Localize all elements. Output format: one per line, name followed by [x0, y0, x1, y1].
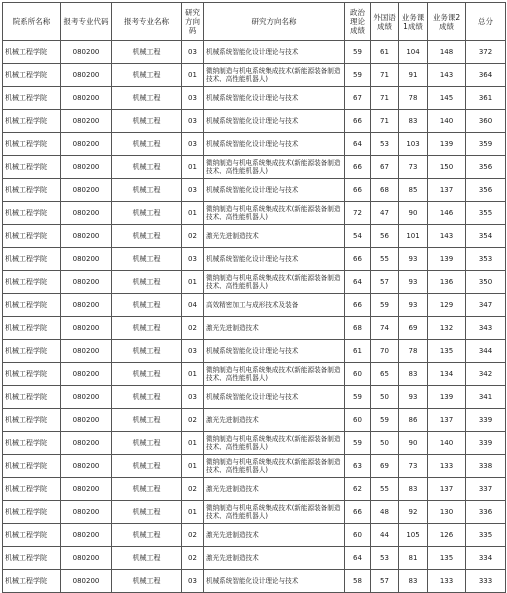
cell-major-name: 机械工程 — [112, 340, 182, 363]
cell-total: 342 — [466, 363, 506, 386]
cell-total: 356 — [466, 156, 506, 179]
cell-language: 69 — [371, 455, 399, 478]
cell-language: 48 — [371, 501, 399, 524]
cell-course1: 69 — [399, 317, 428, 340]
cell-direction-code: 02 — [182, 225, 204, 248]
cell-major-name: 机械工程 — [112, 225, 182, 248]
cell-direction-code: 01 — [182, 432, 204, 455]
cell-course1: 83 — [399, 363, 428, 386]
cell-major-code: 080200 — [61, 501, 112, 524]
cell-direction-name: 机械系统智能化设计理论与技术 — [204, 386, 345, 409]
cell-course1: 83 — [399, 570, 428, 593]
table-row — [3, 248, 506, 271]
table-row — [3, 363, 506, 386]
cell-dept: 机械工程学院 — [3, 317, 61, 340]
cell-total: 339 — [466, 409, 506, 432]
cell-major-name: 机械工程 — [112, 202, 182, 225]
cell-politics: 60 — [345, 524, 371, 547]
cell-course1: 83 — [399, 110, 428, 133]
cell-course1: 93 — [399, 294, 428, 317]
cell-total: 338 — [466, 455, 506, 478]
cell-course2: 137 — [428, 179, 466, 202]
table-row — [3, 41, 506, 64]
table-body — [3, 41, 506, 593]
cell-language: 47 — [371, 202, 399, 225]
cell-total: 333 — [466, 570, 506, 593]
cell-major-code: 080200 — [61, 317, 112, 340]
cell-direction-name: 机械系统智能化设计理论与技术 — [204, 570, 345, 593]
header-course1: 业务课1成绩 — [399, 3, 428, 41]
cell-dept: 机械工程学院 — [3, 501, 61, 524]
cell-direction-name: 高效精密加工与成形技术及装备 — [204, 294, 345, 317]
cell-course2: 145 — [428, 87, 466, 110]
cell-major-code: 080200 — [61, 179, 112, 202]
table-row — [3, 340, 506, 363]
cell-dept: 机械工程学院 — [3, 225, 61, 248]
cell-politics: 66 — [345, 501, 371, 524]
cell-dept: 机械工程学院 — [3, 455, 61, 478]
cell-direction-code: 03 — [182, 570, 204, 593]
cell-course2: 137 — [428, 478, 466, 501]
cell-course1: 73 — [399, 455, 428, 478]
cell-language: 70 — [371, 340, 399, 363]
cell-direction-name: 机械系统智能化设计理论与技术 — [204, 179, 345, 202]
cell-major-name: 机械工程 — [112, 133, 182, 156]
cell-dept: 机械工程学院 — [3, 110, 61, 133]
cell-politics: 64 — [345, 133, 371, 156]
cell-dept: 机械工程学院 — [3, 179, 61, 202]
table-row — [3, 409, 506, 432]
cell-course1: 91 — [399, 64, 428, 87]
cell-dept: 机械工程学院 — [3, 386, 61, 409]
cell-politics: 66 — [345, 248, 371, 271]
cell-major-code: 080200 — [61, 570, 112, 593]
cell-language: 53 — [371, 547, 399, 570]
cell-major-name: 机械工程 — [112, 386, 182, 409]
cell-total: 364 — [466, 64, 506, 87]
cell-dept: 机械工程学院 — [3, 294, 61, 317]
cell-course2: 137 — [428, 409, 466, 432]
cell-direction-code: 03 — [182, 248, 204, 271]
cell-language: 50 — [371, 432, 399, 455]
cell-direction-code: 03 — [182, 340, 204, 363]
table-row — [3, 455, 506, 478]
cell-politics: 72 — [345, 202, 371, 225]
cell-total: 359 — [466, 133, 506, 156]
cell-politics: 66 — [345, 294, 371, 317]
cell-direction-code: 03 — [182, 110, 204, 133]
cell-direction-code: 01 — [182, 455, 204, 478]
cell-dept: 机械工程学院 — [3, 64, 61, 87]
cell-course1: 90 — [399, 432, 428, 455]
cell-course2: 135 — [428, 340, 466, 363]
table-row — [3, 547, 506, 570]
cell-direction-name: 微纳制造与机电系统集成技术(新能源装备制造技术、高性能机器人) — [204, 156, 345, 179]
cell-major-name: 机械工程 — [112, 271, 182, 294]
cell-course1: 85 — [399, 179, 428, 202]
cell-total: 335 — [466, 524, 506, 547]
cell-politics: 59 — [345, 432, 371, 455]
cell-total: 360 — [466, 110, 506, 133]
cell-direction-name: 机械系统智能化设计理论与技术 — [204, 87, 345, 110]
cell-major-code: 080200 — [61, 225, 112, 248]
cell-dept: 机械工程学院 — [3, 478, 61, 501]
cell-direction-name: 激光先进制造技术 — [204, 547, 345, 570]
cell-major-name: 机械工程 — [112, 432, 182, 455]
cell-course1: 90 — [399, 202, 428, 225]
table-row — [3, 133, 506, 156]
cell-course1: 86 — [399, 409, 428, 432]
cell-politics: 59 — [345, 64, 371, 87]
cell-total: 361 — [466, 87, 506, 110]
cell-major-code: 080200 — [61, 133, 112, 156]
cell-language: 71 — [371, 64, 399, 87]
header-politics: 政治理论成绩 — [345, 3, 371, 41]
cell-major-code: 080200 — [61, 202, 112, 225]
cell-direction-code: 02 — [182, 317, 204, 340]
cell-major-name: 机械工程 — [112, 317, 182, 340]
cell-language: 65 — [371, 363, 399, 386]
cell-language: 56 — [371, 225, 399, 248]
cell-direction-name: 激光先进制造技术 — [204, 409, 345, 432]
cell-total: 353 — [466, 248, 506, 271]
cell-politics: 66 — [345, 110, 371, 133]
cell-course1: 93 — [399, 386, 428, 409]
cell-language: 59 — [371, 294, 399, 317]
cell-dept: 机械工程学院 — [3, 570, 61, 593]
cell-direction-name: 机械系统智能化设计理论与技术 — [204, 248, 345, 271]
cell-dept: 机械工程学院 — [3, 87, 61, 110]
cell-direction-code: 01 — [182, 501, 204, 524]
cell-direction-code: 02 — [182, 478, 204, 501]
cell-course1: 101 — [399, 225, 428, 248]
cell-major-name: 机械工程 — [112, 455, 182, 478]
cell-language: 57 — [371, 271, 399, 294]
cell-politics: 60 — [345, 363, 371, 386]
cell-direction-code: 01 — [182, 64, 204, 87]
cell-course2: 134 — [428, 363, 466, 386]
cell-direction-name: 微纳制造与机电系统集成技术(新能源装备制造技术、高性能机器人) — [204, 432, 345, 455]
cell-politics: 60 — [345, 409, 371, 432]
cell-major-code: 080200 — [61, 524, 112, 547]
cell-course2: 148 — [428, 41, 466, 64]
table-row — [3, 179, 506, 202]
table-row — [3, 271, 506, 294]
cell-direction-name: 微纳制造与机电系统集成技术(新能源装备制造技术、高性能机器人) — [204, 455, 345, 478]
cell-course1: 93 — [399, 248, 428, 271]
cell-course2: 133 — [428, 570, 466, 593]
cell-direction-name: 机械系统智能化设计理论与技术 — [204, 340, 345, 363]
table-row — [3, 87, 506, 110]
cell-dept: 机械工程学院 — [3, 271, 61, 294]
cell-direction-code: 03 — [182, 41, 204, 64]
cell-major-code: 080200 — [61, 110, 112, 133]
cell-course2: 140 — [428, 110, 466, 133]
cell-direction-name: 微纳制造与机电系统集成技术(新能源装备制造技术、高性能机器人) — [204, 64, 345, 87]
header-row — [3, 3, 506, 41]
cell-course2: 135 — [428, 547, 466, 570]
cell-course2: 132 — [428, 317, 466, 340]
cell-direction-name: 微纳制造与机电系统集成技术(新能源装备制造技术、高性能机器人) — [204, 202, 345, 225]
cell-politics: 61 — [345, 340, 371, 363]
cell-course2: 143 — [428, 225, 466, 248]
table-row — [3, 225, 506, 248]
cell-politics: 68 — [345, 317, 371, 340]
cell-total: 341 — [466, 386, 506, 409]
cell-language: 61 — [371, 41, 399, 64]
cell-direction-code: 01 — [182, 156, 204, 179]
table-row — [3, 524, 506, 547]
cell-dept: 机械工程学院 — [3, 41, 61, 64]
cell-direction-name: 机械系统智能化设计理论与技术 — [204, 41, 345, 64]
cell-major-name: 机械工程 — [112, 110, 182, 133]
cell-major-code: 080200 — [61, 271, 112, 294]
cell-dept: 机械工程学院 — [3, 340, 61, 363]
cell-course1: 104 — [399, 41, 428, 64]
cell-politics: 64 — [345, 271, 371, 294]
cell-course1: 73 — [399, 156, 428, 179]
header-total: 总分 — [466, 3, 506, 41]
table-row — [3, 478, 506, 501]
cell-dept: 机械工程学院 — [3, 432, 61, 455]
cell-politics: 63 — [345, 455, 371, 478]
cell-politics: 66 — [345, 156, 371, 179]
cell-total: 339 — [466, 432, 506, 455]
header-direction-name: 研究方向名称 — [204, 3, 345, 41]
cell-language: 53 — [371, 133, 399, 156]
cell-course2: 136 — [428, 271, 466, 294]
cell-major-code: 080200 — [61, 248, 112, 271]
cell-major-code: 080200 — [61, 363, 112, 386]
cell-direction-name: 机械系统智能化设计理论与技术 — [204, 133, 345, 156]
cell-course1: 105 — [399, 524, 428, 547]
table-row — [3, 570, 506, 593]
cell-politics: 62 — [345, 478, 371, 501]
header-major-name: 报考专业名称 — [112, 3, 182, 41]
cell-major-code: 080200 — [61, 432, 112, 455]
cell-major-name: 机械工程 — [112, 524, 182, 547]
cell-politics: 67 — [345, 87, 371, 110]
cell-dept: 机械工程学院 — [3, 524, 61, 547]
cell-direction-code: 03 — [182, 133, 204, 156]
cell-total: 334 — [466, 547, 506, 570]
cell-course1: 93 — [399, 271, 428, 294]
cell-direction-name: 激光先进制造技术 — [204, 524, 345, 547]
cell-direction-code: 04 — [182, 294, 204, 317]
cell-course1: 103 — [399, 133, 428, 156]
cell-politics: 58 — [345, 570, 371, 593]
table-row — [3, 317, 506, 340]
table-row — [3, 432, 506, 455]
cell-major-code: 080200 — [61, 340, 112, 363]
cell-dept: 机械工程学院 — [3, 133, 61, 156]
cell-course1: 78 — [399, 87, 428, 110]
cell-course1: 92 — [399, 501, 428, 524]
cell-direction-code: 02 — [182, 409, 204, 432]
cell-direction-code: 02 — [182, 547, 204, 570]
cell-total: 356 — [466, 179, 506, 202]
cell-course2: 126 — [428, 524, 466, 547]
cell-major-name: 机械工程 — [112, 363, 182, 386]
cell-major-name: 机械工程 — [112, 156, 182, 179]
table-row — [3, 110, 506, 133]
cell-direction-code: 03 — [182, 386, 204, 409]
table-row — [3, 64, 506, 87]
cell-total: 350 — [466, 271, 506, 294]
table-row — [3, 294, 506, 317]
cell-major-name: 机械工程 — [112, 570, 182, 593]
header-course2: 业务课2成绩 — [428, 3, 466, 41]
cell-language: 44 — [371, 524, 399, 547]
cell-language: 68 — [371, 179, 399, 202]
cell-total: 372 — [466, 41, 506, 64]
cell-course2: 139 — [428, 248, 466, 271]
cell-language: 50 — [371, 386, 399, 409]
table-row — [3, 202, 506, 225]
cell-major-code: 080200 — [61, 386, 112, 409]
cell-total: 336 — [466, 501, 506, 524]
cell-major-code: 080200 — [61, 409, 112, 432]
cell-major-code: 080200 — [61, 294, 112, 317]
cell-direction-code: 01 — [182, 363, 204, 386]
cell-major-name: 机械工程 — [112, 41, 182, 64]
cell-total: 344 — [466, 340, 506, 363]
cell-direction-name: 激光先进制造技术 — [204, 317, 345, 340]
header-language: 外国语成绩 — [371, 3, 399, 41]
cell-major-name: 机械工程 — [112, 294, 182, 317]
cell-direction-name: 微纳制造与机电系统集成技术(新能源装备制造技术、高性能机器人) — [204, 363, 345, 386]
cell-major-code: 080200 — [61, 156, 112, 179]
table-row — [3, 156, 506, 179]
cell-dept: 机械工程学院 — [3, 156, 61, 179]
cell-direction-code: 03 — [182, 87, 204, 110]
cell-course2: 129 — [428, 294, 466, 317]
cell-direction-code: 01 — [182, 202, 204, 225]
cell-language: 59 — [371, 409, 399, 432]
cell-language: 67 — [371, 156, 399, 179]
cell-language: 71 — [371, 110, 399, 133]
table-row — [3, 501, 506, 524]
cell-total: 337 — [466, 478, 506, 501]
cell-major-code: 080200 — [61, 547, 112, 570]
cell-language: 57 — [371, 570, 399, 593]
cell-course2: 139 — [428, 133, 466, 156]
cell-direction-name: 微纳制造与机电系统集成技术(新能源装备制造技术、高性能机器人) — [204, 501, 345, 524]
cell-major-name: 机械工程 — [112, 64, 182, 87]
cell-major-code: 080200 — [61, 64, 112, 87]
cell-course2: 139 — [428, 386, 466, 409]
cell-dept: 机械工程学院 — [3, 248, 61, 271]
cell-major-code: 080200 — [61, 455, 112, 478]
cell-dept: 机械工程学院 — [3, 547, 61, 570]
cell-direction-name: 激光先进制造技术 — [204, 478, 345, 501]
cell-direction-code: 01 — [182, 271, 204, 294]
cell-direction-name: 机械系统智能化设计理论与技术 — [204, 110, 345, 133]
cell-major-name: 机械工程 — [112, 547, 182, 570]
cell-major-code: 080200 — [61, 41, 112, 64]
cell-politics: 59 — [345, 386, 371, 409]
cell-major-name: 机械工程 — [112, 478, 182, 501]
cell-major-name: 机械工程 — [112, 179, 182, 202]
cell-language: 55 — [371, 478, 399, 501]
table-header — [3, 3, 506, 41]
admission-score-table — [2, 2, 506, 593]
cell-total: 355 — [466, 202, 506, 225]
cell-major-name: 机械工程 — [112, 409, 182, 432]
cell-politics: 59 — [345, 41, 371, 64]
cell-dept: 机械工程学院 — [3, 363, 61, 386]
cell-course1: 83 — [399, 478, 428, 501]
cell-language: 74 — [371, 317, 399, 340]
cell-course2: 133 — [428, 455, 466, 478]
cell-course1: 81 — [399, 547, 428, 570]
cell-major-name: 机械工程 — [112, 87, 182, 110]
cell-total: 343 — [466, 317, 506, 340]
header-direction-code: 研究方向码 — [182, 3, 204, 41]
cell-language: 55 — [371, 248, 399, 271]
cell-language: 71 — [371, 87, 399, 110]
cell-politics: 54 — [345, 225, 371, 248]
cell-course2: 150 — [428, 156, 466, 179]
cell-politics: 66 — [345, 179, 371, 202]
cell-direction-code: 02 — [182, 524, 204, 547]
cell-dept: 机械工程学院 — [3, 409, 61, 432]
cell-total: 354 — [466, 225, 506, 248]
cell-course2: 146 — [428, 202, 466, 225]
cell-major-name: 机械工程 — [112, 248, 182, 271]
header-dept: 院系所名称 — [3, 3, 61, 41]
cell-major-code: 080200 — [61, 478, 112, 501]
cell-course1: 78 — [399, 340, 428, 363]
cell-total: 347 — [466, 294, 506, 317]
cell-course2: 143 — [428, 64, 466, 87]
cell-direction-name: 激光先进制造技术 — [204, 225, 345, 248]
cell-course2: 140 — [428, 432, 466, 455]
table-row — [3, 386, 506, 409]
cell-course2: 130 — [428, 501, 466, 524]
header-major-code: 报考专业代码 — [61, 3, 112, 41]
cell-direction-name: 微纳制造与机电系统集成技术(新能源装备制造技术、高性能机器人) — [204, 271, 345, 294]
cell-major-name: 机械工程 — [112, 501, 182, 524]
cell-direction-code: 03 — [182, 179, 204, 202]
cell-major-code: 080200 — [61, 87, 112, 110]
cell-dept: 机械工程学院 — [3, 202, 61, 225]
cell-politics: 64 — [345, 547, 371, 570]
